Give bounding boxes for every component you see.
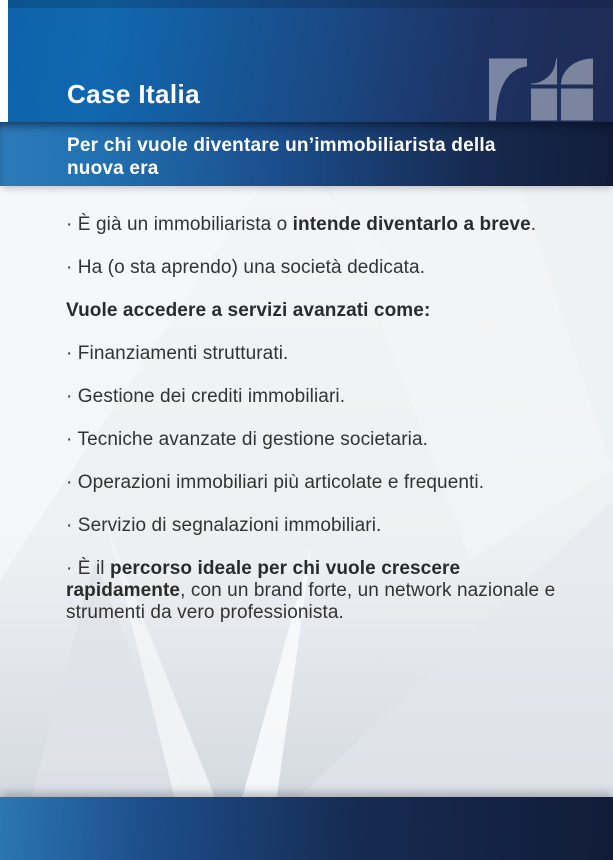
section-heading: Vuole accedere a servizi avanzati come: xyxy=(66,300,431,321)
list-item: · È il percorso ideale per chi vuole crescere rapidamente, con un brand forte, un network nazionale e strumenti da vero professionista. xyxy=(66,558,556,623)
list-item: · Ha (o sta aprendo) una società dedicata. xyxy=(66,257,426,278)
list-item: · Operazioni immobiliari più articolate e frequenti. xyxy=(66,472,485,493)
subtitle-banner xyxy=(0,122,613,186)
body-list xyxy=(66,214,588,645)
list-item: · È già un immobiliarista o intende diventarlo a breve. xyxy=(66,214,537,235)
case-italia-logo-icon xyxy=(489,58,593,121)
list-item: · Finanziamenti strutturati. xyxy=(66,343,289,364)
list-item: · Tecniche avanzate di gestione societaria. xyxy=(66,429,428,450)
footer-bar xyxy=(0,797,613,860)
header xyxy=(8,0,613,122)
page-title: Case Italia xyxy=(67,79,201,109)
subtitle-text: Per chi vuole diventare un’immobiliarista della nuova era xyxy=(67,135,496,179)
list-item: · Servizio di segnalazioni immobiliari. xyxy=(66,515,382,536)
list-item: · Gestione dei crediti immobiliari. xyxy=(66,386,346,407)
